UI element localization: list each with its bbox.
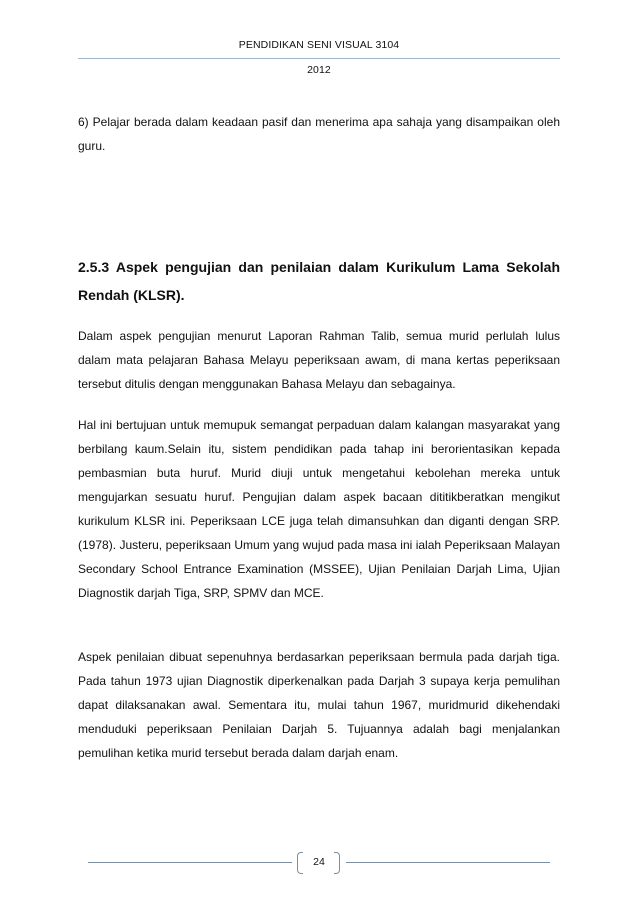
section-heading: 2.5.3 Aspek pengujian dan penilaian dalam Kurikulum Lama Sekolah Rendah (KLSR). [78,259,560,303]
paragraph-1: Dalam aspek pengujian menurut Laporan Rahman Talib, semua murid perlulah lulus dalam mata pelajaran Bahasa Melayu peperiksaan awam, di mana kertas peperiksaan tersebut ditulis dengan menggunakan Bahasa Melayu dan sebagainya. [78,329,560,391]
footer-rule-left [88,862,292,863]
header-rule [78,58,560,59]
header-title: PENDIDIKAN SENI VISUAL 3104 [238,39,400,51]
page-content [78,110,560,765]
paragraph-3: Aspek penilaian dibuat sepenuhnya berdasarkan peperiksaan bermula pada darjah tiga. Pada tahun 1973 ujian Diagnostik diperkenalkan pada Darjah 3 supaya kerja pemulihan dapat dilaksanakan awal. Sementara itu, mulai tahun 1967, muridmurid dikehendaki menduduki peperiksaan Penilaian Darjah 5. Tujuannya adalah bagi menjalankan pemulihan ketika murid tersebut berada dalam darjah enam. [78,650,560,760]
header-year: 2012 [307,64,331,76]
paragraph-2: Hal ini bertujuan untuk memupuk semangat perpaduan dalam kalangan masyarakat yang berbilang kaum.Selain itu, sistem pendidikan pada tahap ini berorientasikan kepada pembasmian buta huruf. Murid diuji untuk mengetahui kebolehan mereka untuk mengujarkan sesuatu huruf. Pengujian dalam aspek bacaan dititikberatkan mengikut kurikulum KLSR ini. Peperiksaan LCE juga telah dimansuhkan dan diganti dengan SRP. (1978). Justeru, peperiksaan Umum yang wujud pada masa ini ialah Peperiksaan Malayan Secondary School Entrance Examination (MSSEE), Ujian Penilaian Darjah Lima, Ujian Diagnostik darjah Tiga, SRP, SPMV dan MCE. [78,418,560,600]
footer-rule-right [346,862,550,863]
page-number: 24 [313,856,325,868]
list-item-6: 6) Pelajar berada dalam keadaan pasif dan menerima apa sahaja yang disampaikan oleh guru. [78,115,560,153]
